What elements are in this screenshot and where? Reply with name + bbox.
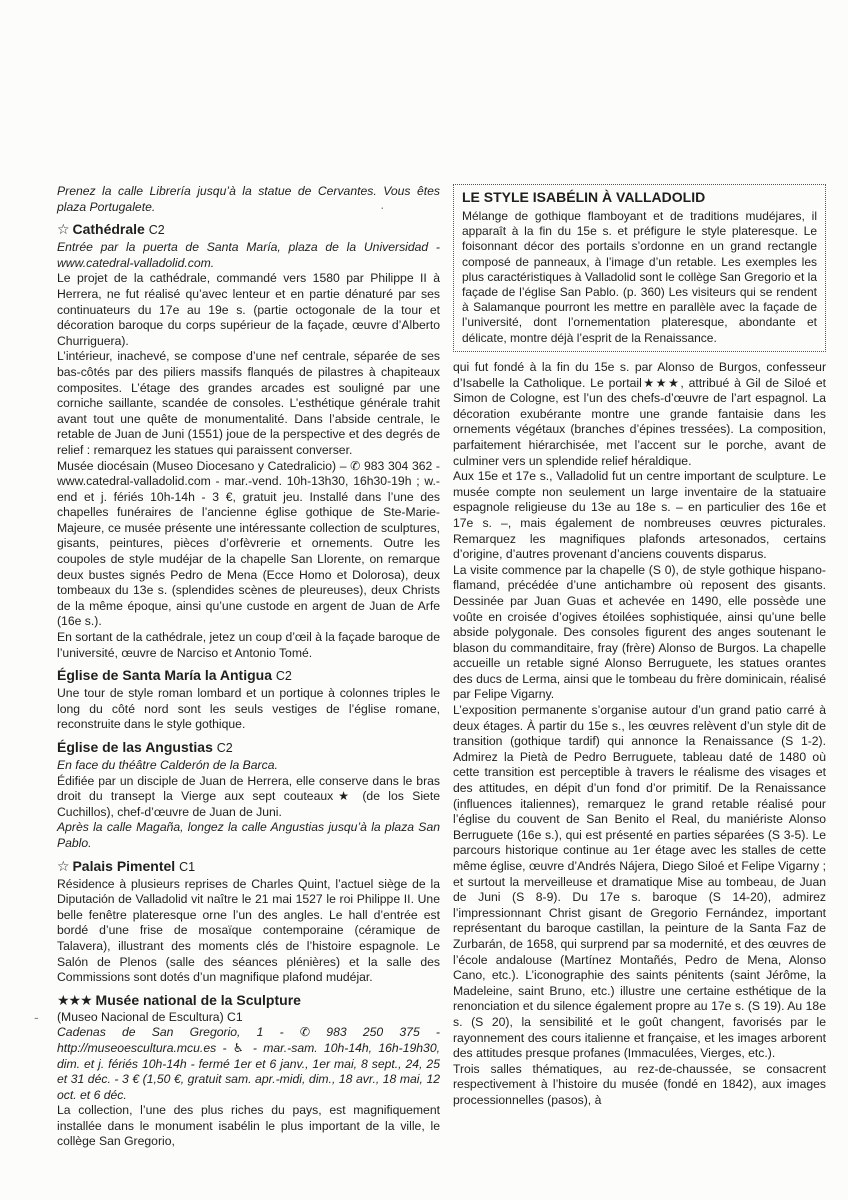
map-grid-ref: C1 [227,1009,243,1024]
section-heading-angustias [57,739,440,757]
section-subtitle: (Museo Nacional de Escultura) C1 [57,1009,243,1024]
section-title: Palais Pimentel [72,857,176,874]
section-title: Musée national de la Sculpture [95,991,301,1008]
paragraph: L’intérieur, inachevé, se compose d’une nef centrale, séparée de ses bas-côtés par des piliers massifs flanqués de pilastres à chapiteaux composites. L’étage des grandes arcades est souligné par une corniche saillante, scandée de consoles. L’esthétique générale trahit avant tout une quête de monumentalité. Dans l’abside centrale, le retable de Juan de Juni (1551) joue de la perspective et des degrés de relief : remarquez les statues qui paraissent converser. [57,349,440,457]
paragraph: Résidence à plusieurs reprises de Charles Quint, l’actuel siège de la Diputación de Valladolid vit naître le 21 mai 1527 le roi Philippe II. Une belle fenêtre plateresque orne l’un des angles. Le hall d’entrée est bordé d’une frise de mosaïque contemporaine (céramique de Talavera), illustrant des moments clés de l’histoire espagnole. Le Salón de Plenos (salle des séances plénières) et la salle des Commissions sont dotés d’un magnifique plafond mudéjar. [57,876,440,985]
paragraph: En sortant de la cathédrale, jetez un coup d’œil à la façade baroque de l’université, œuvre de Narciso et Antonio Tomé. [57,630,440,660]
paragraph: L’exposition permanente s’organise autour d’un grand patio carré à deux étages. À partir du 15e s., les œuvres relèvent d’un style dit de transition (gothique tardif) qui annonce la Renaissance (S 1-2). Admirez la Pietà de Pedro Berruguete, tableau daté de 1480 où cette transition est perceptible à travers le réalisme des visages et des attitudes, en dépit d’un fond d’or primitif. De la Renaissance (influences italiennes), remarquez le grand retable réalisé pour l’église du couvent de San Benito el Real, du maniériste Alonso Berruguete (16e s.), qui est présenté en parties séparées (S 3-5). Le parcours historique continue au 1er étage avec les stalles de cette même église, œuvre d’Andrés Nájera, Diego Siloé et Felipe Vigarny ; et surtout la merveilleuse et dramatique Mise au tombeau, de Juan de Juni (S 8-9). Du 17e s. baroque (S 14-20), admirez l’impressionnant Christ gisant de Gregorio Fernández, important représentant du baroque castillan, la peinture de la Santa Faz de Zurbarán, de 1658, qui surprend par sa modernité, et des œuvres de l’école andalouse (Martínez Montañés, Pedro de Mena, Alonso Cano, etc.). L’iconographie des saints pénitents (saint Jérôme, la Madeleine, saint Bruno, etc.) illustre une certaine esthétique de la renonciation et du silence également propre au 17e s. (S 19). Au 18e s. (S 20), la sensibilité et le goût changent, favorisés par le rayonnement des cours italienne et française, et les images arborent des attitudes presque profanes (Immaculées, Vierges, etc.). [453,703,826,1061]
star-rating-icon: ☆ [57,857,69,874]
section-heading-pimentel [57,858,440,876]
sidebar-title: LE STYLE ISABÉLIN À VALLADOLID [462,189,706,205]
sidebar-box [453,184,826,352]
section-title: Église de Santa María la Antigua [57,667,272,684]
section-heading-cathedrale [57,221,440,239]
paragraph: qui fut fondé à la fin du 15e s. par Alonso de Burgos, confesseur d’Isabelle la Catholique. Le portail★★★, attribué à Gil de Siloé et Simon de Cologne, est l’un des chefs-d’œuvre de l’art espagnol. La décoration exubérante montre une grande fantaisie dans les ornements végétaux (branches d’épines tressées). La composition, parfaitement hiérarchisée, met l’accent sur le porche, avant de culminer vers un splendide relief héraldique. [453,360,826,468]
paragraph: La visite commence par la chapelle (S 0), de style gothique hispano-flamand, précédée d’une antichambre où reposent des gisants. Dessinée par Juan Guas et achevée en 1490, elle possède une voûte en croisée d’ogives étoilées sophistiquée, ainsi qu’une belle abside polygonale. Des consoles figurent des anges soutenant le blason du commanditaire, fray (frère) Alonso de Burgos. La chapelle accueille un retable signé Alonso Berruguete, les statues orantes des ducs de Lerma, ainsi que le tombeau du frère dominicain, réalisé par Felipe Vigarny. [453,562,826,702]
directions-line: Après la calle Magaña, longez la calle Angustias jusqu’à la plaza San Pablo. [57,820,440,850]
section-title: Église de las Angustias [57,739,213,755]
map-grid-ref: C2 [216,741,233,755]
address-line: Cadenas de San Gregorio, 1 - ✆ 983 250 375 - http://museoescultura.mcu.es - ♿ - mar.-sam. 10h-14h, 16h-19h30, dim. et j. fériés 10h-14h - fermé 1er et 6 janv., 1er mai, 8 sept., 24, 25 et 31 déc. - 3 € (1,50 €, gratuit sam. apr.-midi, dim., 18 avr., 18 mai, 12 oct. et 6 déc. [57,1025,440,1102]
paragraph: Aux 15e et 17e s., Valladolid fut un centre important de sculpture. Le musée compte non seulement un large inventaire de la statuaire espagnole religieuse du 13e au 18e s. – en particulier des 16e et 17e s. –, mais également de nombreuses œuvres picturales. Remarquez les magnifiques plafonds artesonados, certains d’origine, d’autres provenant d’anciens couvents disparus. [453,469,826,562]
scan-speck: - [34,1009,39,1025]
paragraph: Le projet de la cathédrale, commandé vers 1580 par Philippe II à Herrera, ne fut réalisé qu’avec lenteur et en partie dénaturé par ses continuateurs du 17e au 19e s. (partie octogonale de la tour et décoration baroque du corps supérieur de la façade, œuvre d’Alberto Churriguera). [57,271,440,348]
address-line: En face du théâtre Calderón de la Barca. [57,758,278,772]
section-heading-musee [57,992,440,1009]
left-column [57,184,440,1150]
paragraph: Trois salles thématiques, au rez-de-chaussée, se consacrent respectivement à l’histoire du musée (fondé en 1842), aux images processionnelles (pasos), à [453,1061,826,1107]
paragraph: Une tour de style roman lombard et un portique à colonnes triples le long du côté nord sont les seuls vestiges de l’église romane, reconstruite dans le style gothique. [57,686,440,732]
map-grid-ref: C1 [179,859,196,874]
address-line: Entrée par la puerta de Santa María, plaza de la Universidad - www.catedral-valladolid.com. [57,240,440,270]
star-rating-icon: ★★★ [57,991,92,1008]
map-grid-ref: C2 [148,223,165,238]
intro-directions: Prenez la calle Librería jusqu’à la statue de Cervantes. Vous êtes plaza Portugalete. [57,184,440,214]
section-title: Cathédrale [72,221,145,238]
sidebar-text: Mélange de gothique flamboyant et de traditions mudéjares, il apparaît à la fin du 15e s. et préfigure le style plateresque. Le foisonnant décor des portails s’ordonne en un grand rectangle composé de panneaux, à l’image d’un retable. Les exemples les plus caractéristiques à Valladolid sont le collège San Gregorio et la façade de l’église San Pablo. (p. 360) Les visiteurs qui se rendent à Salamanque pourront les mettre en parallèle avec la façade de l’université, dont l’ornementation plateresque, abondante et délicate, montre déjà l’esprit de la Renaissance. [462,209,817,345]
paragraph: Musée diocésain (Museo Diocesano y Catedralicio) – ✆ 983 304 362 - www.catedral-valladolid.com - mar.-vend. 10h-13h30, 16h30-19h ; w.-end et j. fériés 10h-14h - 3 €, gratuit jeu. Installé dans l’une des chapelles funéraires de l’ancienne église gothique de Ste-Marie-Majeure, ce musée présente une intéressante collection de sculptures, gisants, peintures, pièces d’orfèvrerie et ornements. Outre les coupoles de style mudéjar de la chapelle San Llorente, on remarque deux bustes signés Pedro de Mena (Ecce Homo et Dolorosa), deux tombeaux du 13e s. (splendides scènes de pleureuses), deux Christs de la même époque, ainsi qu’une custode en argent de Juan de Arfe (16e s.). [57,458,440,629]
section-heading-antigua [57,667,440,685]
star-rating-icon: ☆ [57,221,69,238]
scan-speck: · [380,199,385,215]
map-grid-ref: C2 [275,669,292,684]
paragraph: La collection, l’une des plus riches du pays, est magnifiquement installée dans le monument isabélin le plus important de la ville, le collège San Gregorio, [57,1103,440,1149]
paragraph: Édifiée par un disciple de Juan de Herrera, elle conserve dans le bras droit du transept la Vierge aux sept couteaux★ (de los Siete Cuchillos), chef-d’œuvre de Juan de Juni. [57,773,440,819]
right-column [453,184,826,1109]
